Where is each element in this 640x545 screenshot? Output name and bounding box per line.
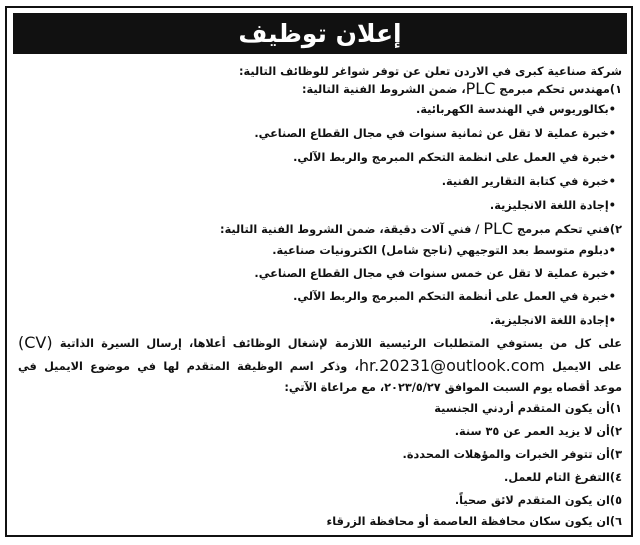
job-2-req-3: •خبرة في العمل على أنظمة التحكم المبرمج والربط الآلي. (293, 290, 616, 303)
condition-2: ٢)أن لا يزيد العمر عن ٣٥ سنة. (454, 425, 622, 438)
job-2-code: PLC (483, 219, 514, 238)
job-2-req-4: •إجادة اللغة الانجليزية. (489, 314, 616, 327)
email-address: hr.20231@outlook.com (358, 356, 545, 375)
job-2-heading: ٢)فني تحكم مبرمج PLC / فني آلات دقيقة، ضمن الشروط الفنية التالية: (220, 219, 622, 238)
apply-line-2: على الايميل hr.20231@outlook.com، وذكر اسم الوظيفة المتقدم لها في موضوع الايميل في (18, 356, 622, 375)
job-1-heading: ١)مهندس تحكم مبرمج PLC، ضمن الشروط الفنية التالية: (302, 79, 622, 98)
job-1-req-5: •إجادة اللغة الانجليزية. (489, 199, 616, 212)
job-1-req-1: •بكالوريوس في الهندسة الكهربائية. (416, 103, 616, 116)
condition-5: ٥)ان يكون المتقدم لائق صحياً. (454, 494, 622, 507)
ad-title: إعلان توظيف (13, 13, 627, 54)
condition-1: ١)أن يكون المتقدم أردني الجنسية (434, 402, 622, 415)
condition-4: ٤)التفرغ التام للعمل. (504, 471, 622, 484)
condition-3: ٣)أن تتوفر الخبرات والمؤهلات المحددة. (402, 448, 622, 461)
apply-line-1: على كل من يستوفي المتطلبات الرئيسية اللازمة لإشغال الوظائف أعلاها، إرسال السيرة الذاتية (CV) (18, 333, 622, 352)
cv-label: (CV) (18, 333, 53, 352)
job-2-req-1: •دبلوم متوسط بعد التوجيهي (ناجح شامل) الكترونيات صناعية. (272, 244, 616, 257)
apply-line-3: موعد أقصاه يوم السبت الموافق ٢٠٢٣/٥/٢٧، مع مراعاة الآتي: (284, 381, 622, 394)
job-1-req-4: •خبرة في كتابة التقارير الفنية. (441, 175, 616, 188)
job-2-req-2: •خبرة عملية لا تقل عن خمس سنوات في مجال القطاع الصناعي. (254, 267, 616, 280)
job-1-req-3: •خبرة في العمل على انظمة التحكم المبرمج والربط الآلي. (293, 151, 616, 164)
job-1-req-2: •خبرة عملية لا تقل عن ثمانية سنوات في مجال القطاع الصناعي. (254, 127, 616, 140)
ad-body (18, 66, 622, 531)
condition-6: ٦)ان يكون سكان محافظة العاصمة أو محافظة الزرقاء (326, 515, 622, 528)
job-1-code: PLC (465, 79, 496, 98)
intro-text: شركة صناعية كبرى في الاردن تعلن عن توفر شواغر للوظائف التالية: (239, 65, 622, 78)
